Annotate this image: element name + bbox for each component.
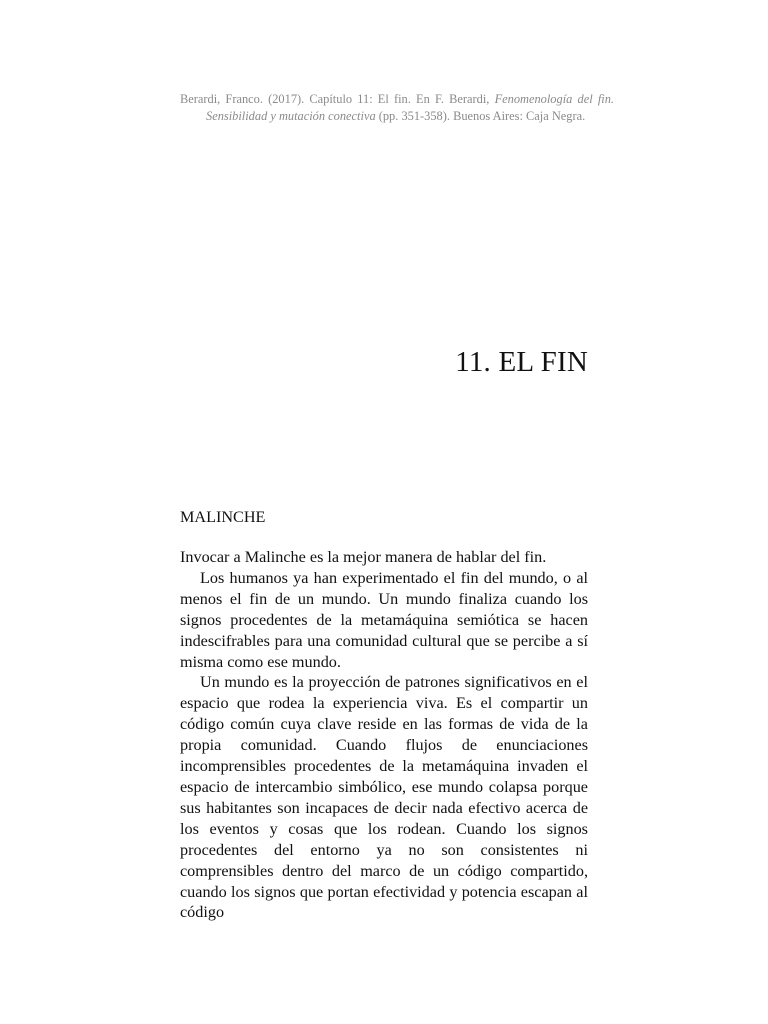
paragraph: Invocar a Malinche es la mejor manera de hablar del fin. [180, 548, 547, 566]
citation-suffix: (pp. 351-358). Buenos Aires: Caja Negra. [375, 109, 586, 123]
chapter-title: 11. EL FIN [455, 346, 588, 378]
section-heading: MALINCHE [180, 508, 266, 526]
paragraph: Los humanos ya han experimentado el fin del mundo, o al menos el fin de un mundo. Un mundo finaliza cuando los signos procedentes de la metamáquina semiótica se hacen indescifrables para una comunidad cultural que se percibe a sí misma como ese mundo. [180, 568, 588, 671]
citation-book-title: Fenomenología del fin. Sensibilidad y mutación conectiva [206, 92, 614, 123]
paragraph: Un mundo es la proyección de patrones significativos en el espacio que rodea la experiencia viva. Es el compartir un código común cuya clave reside en las formas de vida de la propia comunidad. Cuando flujos de enunciaciones incomprensibles procedentes de la metamáquina invaden el espacio de intercambio simbólico, ese mundo colapsa porque sus habitantes son incapaces de decir nada efectivo acerca de los eventos y cosas que los rodean. Cuando los signos procedentes del entorno ya no son consistentes ni comprensibles dentro del marco de un código compartido, cuando los signos que portan efectividad y potencia escapan al código [180, 673, 588, 922]
body-text [180, 547, 588, 923]
citation-prefix: Berardi, Franco. (2017). Capítulo 11: El fin. En F. Berardi, [180, 92, 495, 106]
bibliographic-citation [180, 91, 614, 125]
